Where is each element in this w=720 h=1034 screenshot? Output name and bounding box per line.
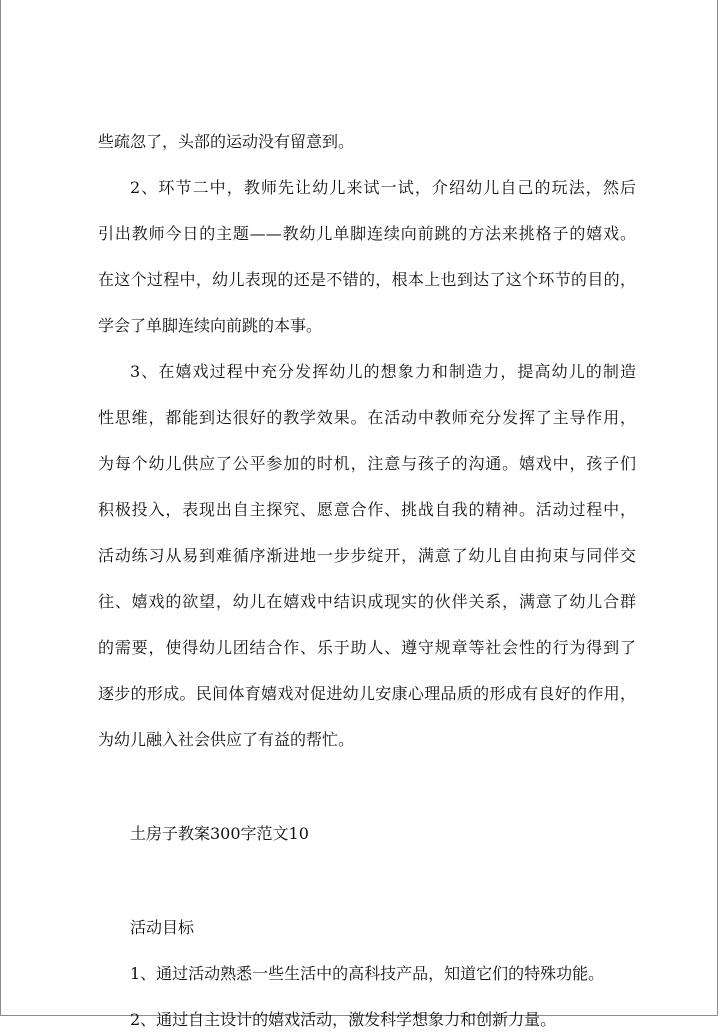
paragraph-line: 2、环节二中，教师先让幼儿来试一试，介绍幼儿自己的玩法，然后 [130,178,636,197]
paragraph-line: 为每个幼儿供应了公平参加的时机，注意与孩子的沟通。嬉戏中，孩子们 [98,454,636,473]
paragraph-line: 活动练习从易到难循序渐进地一步步绽开，满意了幼儿自由拘束与同伴交 [98,546,636,565]
paragraph-line: 积极投入，表现出自主探究、愿意合作、挑战自我的精神。活动过程中， [98,500,636,519]
paragraph-line: 学会了单脚连续向前跳的本事。 [98,316,323,335]
paragraph-line: 为幼儿融入社会供应了有益的帮忙。 [98,730,355,749]
subheading: 活动目标 [130,918,195,937]
section-title: 土房子教案300字范文10 [130,824,309,843]
paragraph-line: 在这个过程中，幼儿表现的还是不错的，根本上也到达了这个环节的目的， [98,270,636,289]
goal-item: 1、通过活动熟悉一些生活中的高科技产品，知道它们的特殊功能。 [130,964,605,983]
paragraph-line: 逐步的形成。民间体育嬉戏对促进幼儿安康心理品质的形成有良好的作用， [98,684,636,703]
paragraph-line: 的需要，使得幼儿团结合作、乐于助人、遵守规章等社会性的行为得到了 [98,638,636,657]
paragraph-line: 些疏忽了，头部的运动没有留意到。 [98,132,355,151]
goal-item: 2、通过自主设计的嬉戏活动，激发科学想象力和创新力量。 [130,1010,557,1029]
paragraph-line: 引出教师今日的主题——教幼儿单脚连续向前跳的方法来挑格子的嬉戏。 [98,224,636,243]
paragraph-line: 3、在嬉戏过程中充分发挥幼儿的想象力和制造力，提高幼儿的制造 [130,362,636,381]
paragraph-line: 往、嬉戏的欲望，幼儿在嬉戏中结识成现实的伙伴关系，满意了幼儿合群 [98,592,636,611]
paragraph-line: 性思维，都能到达很好的教学效果。在活动中教师充分发挥了主导作用， [98,408,636,427]
